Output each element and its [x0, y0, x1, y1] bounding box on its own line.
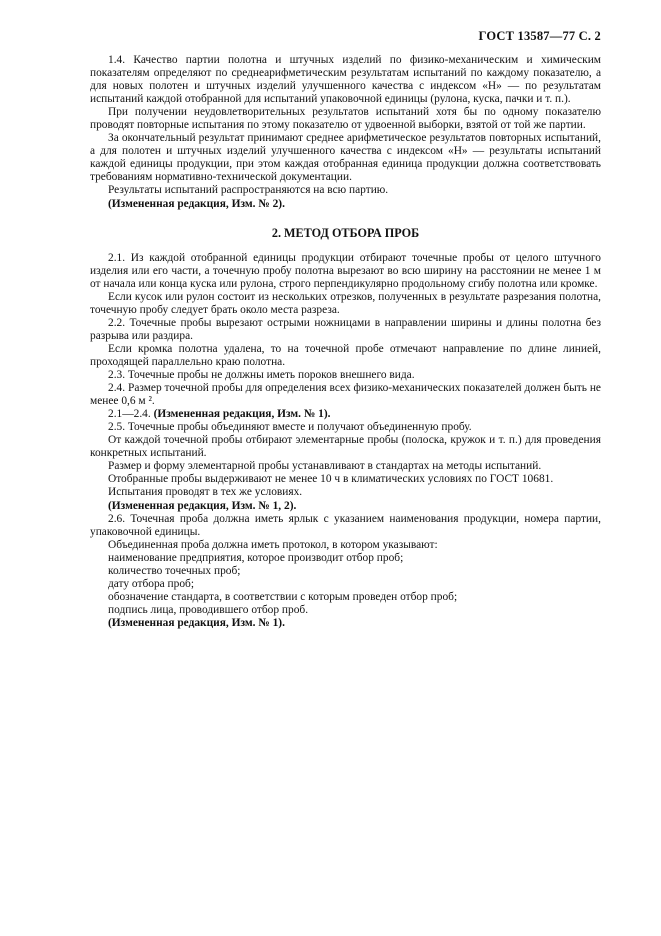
- paragraph: Размер и форму элементарной пробы устанавливают в стандартах на методы испытаний.: [108, 460, 542, 473]
- paragraph: За окончательный результат принимают среднее арифметическое результатов повторных испытаний, а для полотен и штучных изделий улучшенного качества с индексом «Н» — результаты испытаний каждой единицы продукции, при этом каждая отобранная единица продукции должна соответствовать требованиям нормативно-технической документации.: [90, 132, 601, 184]
- paragraph: Если кромка полотна удалена, то на точечной пробе отмечают направление по длине линией, проходящей параллельно краю полотна.: [90, 342, 601, 368]
- paragraph: От каждой точечной пробы отбирают элементарные пробы (полоска, кружок и т. п.) для проведения конкретных испытаний.: [90, 434, 601, 460]
- change-note: (Измененная редакция, Изм. № 1).: [108, 616, 285, 629]
- paragraph: 2.6. Точечная проба должна иметь ярлык с указанием наименования продукции, номера партии, упаковочной единицы.: [90, 512, 601, 538]
- paragraph: 2.5. Точечные пробы объединяют вместе и получают объединенную пробу.: [108, 421, 472, 434]
- paragraph: Результаты испытаний распространяются на всю партию.: [108, 184, 389, 197]
- paragraph: При получении неудовлетворительных результатов испытаний хотя бы по одному показателю проводят повторные испытания по этому показателю от удвоенной выборки, взятой от той же партии.: [90, 106, 601, 132]
- section-title: 2. МЕТОД ОТБОРА ПРОБ: [271, 225, 420, 240]
- change-note: (Измененная редакция, Изм. № 1).: [153, 408, 331, 421]
- paragraph: Отобранные пробы выдерживают не менее 10 ч в климатических условиях по ГОСТ 10681.: [108, 473, 554, 486]
- paragraph: 2.1. Из каждой отобранной единицы продукции отбирают точечные пробы от целого штучного изделия или его части, а точечную пробу полотна вырезают во всю ширину на расстоянии не менее 1 м от начала или конца куска или рулона, строго перпендикулярно продольному сгибу полотна или кромке.: [90, 251, 601, 290]
- paragraph: 2.4. Размер точечной пробы для определения всех физико-механических показателей должен быть не менее 0,6 м ².: [90, 382, 601, 408]
- list-item: дату отбора проб;: [108, 577, 194, 590]
- paragraph: 2.3. Точечные пробы не должны иметь пороков внешнего вида.: [108, 369, 415, 382]
- change-note: (Измененная редакция, Изм. № 2).: [108, 197, 285, 210]
- paragraph: 2.2. Точечные пробы вырезают острыми ножницами в направлении ширины и длины полотна без разрыва или раздира.: [90, 316, 601, 342]
- page-header: ГОСТ 13587—77 С. 2: [478, 29, 601, 43]
- list-item: количество точечных проб;: [108, 564, 241, 577]
- paragraph: Объединенная проба должна иметь протокол, в котором указывают:: [108, 538, 438, 551]
- change-note-line: [90, 408, 601, 421]
- change-note: (Измененная редакция, Изм. № 1, 2).: [108, 499, 297, 512]
- document-body: [90, 54, 601, 630]
- paragraph: Испытания проводят в тех же условиях.: [108, 486, 303, 499]
- list-item: обозначение стандарта, в соответствии с которым проведен отбор проб;: [108, 590, 458, 603]
- paragraph: 1.4. Качество партии полотна и штучных изделий по физико-механическим и химическим показателям определяют по среднеарифметическим результатам испытаний по каждому показателю, а для новых полотен и штучных изделий улучшенного качества с индексом «Н» — по результатам испытаний каждой отобранной для испытаний упаковочной единицы (рулона, куска, пачки и т. п.).: [90, 54, 601, 106]
- list-item: подпись лица, проводившего отбор проб.: [108, 603, 309, 616]
- list-item: наименование предприятия, которое производит отбор проб;: [108, 551, 404, 564]
- change-note-prefix: 2.1—2.4.: [108, 408, 154, 421]
- paragraph: Если кусок или рулон состоит из нескольких отрезков, полученных в результате разрезания полотна, точечную пробу следует брать около места разреза.: [90, 290, 601, 316]
